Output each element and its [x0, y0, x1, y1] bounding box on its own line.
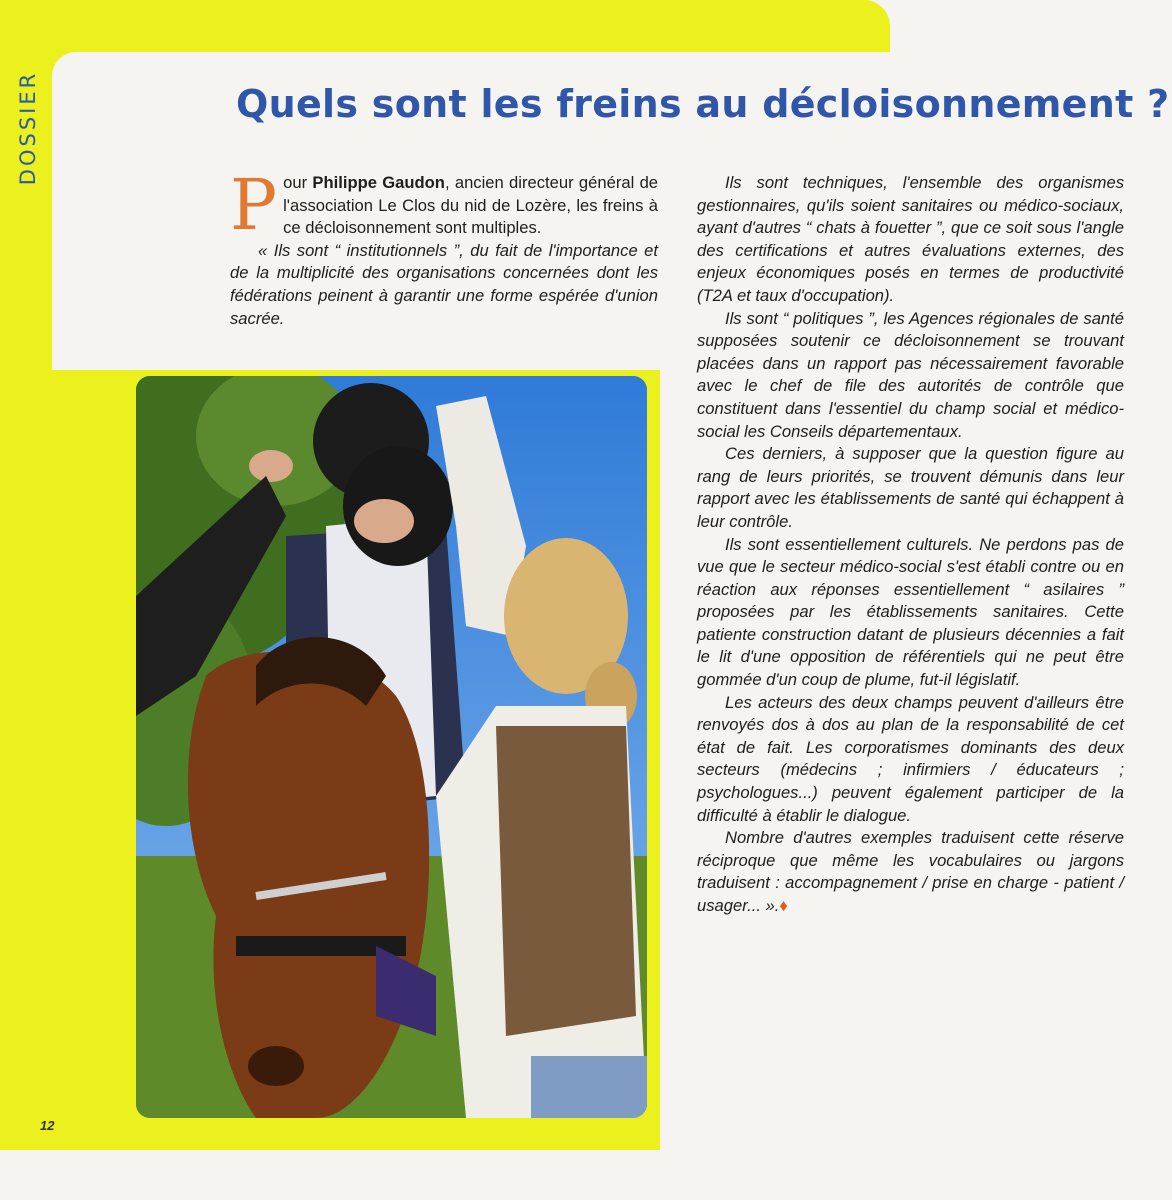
right-paragraph-1: Ils sont techniques, l'ensemble des organismes gestionnaires, qu'ils soient sanitaires ou médico-sociaux, ayant d'autres “ chats à fouetter ”, que ce soit sous l'angle des certifications et autres évaluations externes, des enjeux économiques posés en termes de productivité (T2A et taux d'occupation). [697, 173, 1124, 305]
article-photo [136, 376, 647, 1118]
intro-start: our [283, 173, 313, 192]
right-column [697, 172, 1124, 918]
right-paragraph-5: Les acteurs des deux champs peuvent d'ailleurs être renvoyés dos à dos au plan de la responsabilité de cet état de fait. Les corporatismes dominants des deux secteurs (médecins ; infirmiers / éducateurs ; psychologues...) peuvent également participer de la difficulté à établir le dialogue. [697, 692, 1124, 825]
end-mark-icon: ♦ [779, 896, 788, 915]
right-paragraph-2: Ils sont “ politiques ”, les Agences régionales de santé supposées soutenir ce décloisonnement se trouvant placées dans un rapport pas nécessairement favorable avec le chef de file des autorités de contrôle que constituent dans l'essentiel du champ social et médico-social les Conseils départementaux. [697, 308, 1124, 441]
final-text: Nombre d'autres exemples traduisent cette réserve réciproque que même les vocabulaires ou jargons traduisent : accompagnement / prise en charge - patient / usager... ». [697, 828, 1124, 915]
intro-paragraph [230, 164, 659, 246]
quote-paragraph: « Ils sont “ institutionnels ”, du fait de l'importance et de la multiplicité des organisations concernées dont les fédérations peinent à garantir une forme espérée d'union sacrée. [230, 240, 658, 328]
left-column [230, 164, 659, 330]
right-paragraph-6 [697, 827, 1124, 917]
right-paragraph-4: Ils sont essentiellement culturels. Ne perdons pas de vue que le secteur médico-social s'est établi contre ou en réaction aux réponses essentiellement “ asilaires ” proposées par les établissements sanitaires. Cette patiente construction datant de plusieurs décennies a fait le lit d'une opposition de référentiels qui ne peut être gommée d'un coup de plume, fut-il législatif. [697, 534, 1124, 690]
rubric-label: DOSSIER [16, 70, 41, 186]
page-number: 12 [40, 1118, 55, 1133]
section-rubric [8, 58, 48, 198]
article-title: Quels sont les freins au décloisonnement ? [236, 82, 1170, 126]
person-name: Philippe Gaudon [312, 173, 445, 192]
intro-rest: , ancien directeur général de l'association Le Clos du nid de Lozère, les freins à ce décloisonnement sont multiples. [283, 173, 659, 238]
drop-cap: P [230, 164, 278, 246]
right-paragraph-3: Ces derniers, à supposer que la question figure au rang de leurs priorités, se trouvent démunis dans leur rapport avec les établissements de santé qui échappent à leur contrôle. [697, 444, 1124, 531]
